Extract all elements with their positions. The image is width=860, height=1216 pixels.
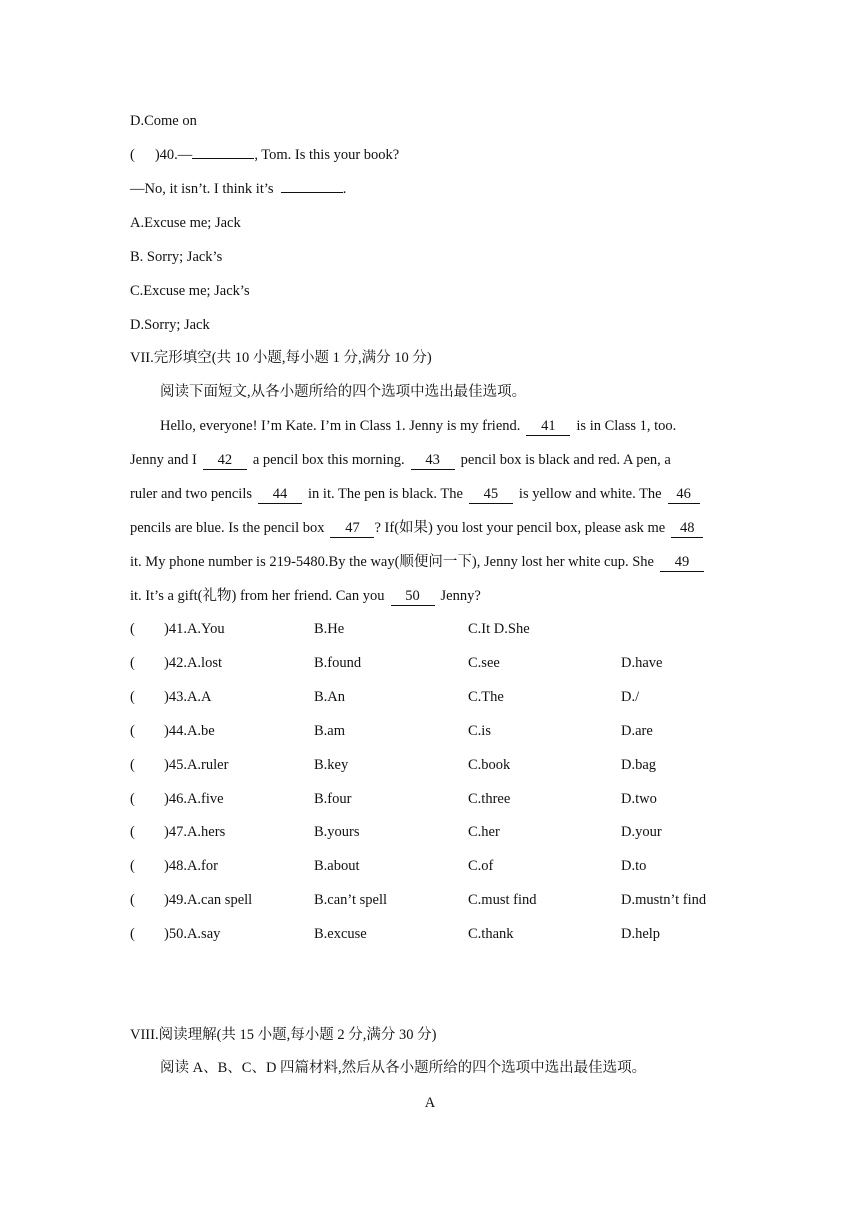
question-text: , Tom. Is this your book? <box>254 147 400 163</box>
section-heading: VII.完形填空(共 10 小题,每小题 1 分,满分 10 分) <box>130 350 432 366</box>
answer-blank <box>281 192 343 193</box>
passage-text: in it. The pen is black. The <box>308 486 463 502</box>
question-row-50 <box>130 924 770 944</box>
answer-paren: ( <box>130 791 135 807</box>
option-c: C.must find <box>468 892 537 908</box>
option-d: D.bag <box>621 757 657 773</box>
question-row-42 <box>130 653 770 673</box>
section-heading: VIII.阅读理解(共 15 小题,每小题 2 分,满分 30 分) <box>130 1027 437 1043</box>
option-c: C.three <box>468 791 511 807</box>
option-d: D.to <box>621 858 647 874</box>
passage-text: is in Class 1, too. <box>576 418 677 434</box>
cloze-blank-46: 46 <box>668 486 700 504</box>
passage-line <box>130 450 671 470</box>
passage-text: pencil box is black and red. A pen, a <box>460 452 671 468</box>
answer-paren: ( <box>130 147 135 163</box>
question-40-reply <box>130 179 346 199</box>
option-a: A.Excuse me; Jack <box>130 215 241 231</box>
passage-line <box>130 586 481 606</box>
option-c: C.Excuse me; Jack’s <box>130 283 250 299</box>
option-c: C.see <box>468 655 500 671</box>
answer-paren: ( <box>130 723 135 739</box>
answer-paren: ( <box>130 858 135 874</box>
question-number: )40.— <box>154 147 193 163</box>
option-d: D.Sorry; Jack <box>130 317 210 333</box>
passage-text: Jenny and I <box>130 452 197 468</box>
answer-blank <box>192 158 254 159</box>
passage-label: A <box>424 1095 436 1111</box>
option-d: D.your <box>621 824 662 840</box>
option-b: B.excuse <box>314 926 367 942</box>
option-d: D.have <box>621 655 663 671</box>
option-b: B.An <box>314 689 346 705</box>
section-instruction: 阅读 A、B、C、D 四篇材料,然后从各小题所给的四个选项中选出最佳选项。 <box>160 1060 647 1076</box>
option-b: B.four <box>314 791 352 807</box>
option-a: )49.A.can spell <box>164 892 253 908</box>
option-a: )47.A.hers <box>164 824 226 840</box>
answer-paren: ( <box>130 824 135 840</box>
answer-paren: ( <box>130 757 135 773</box>
punctuation: . <box>342 181 347 197</box>
passage-text: a pencil box this morning. <box>252 452 405 468</box>
option-d: D.are <box>621 723 653 739</box>
cloze-blank-43: 43 <box>411 452 455 470</box>
passage-line <box>160 416 676 436</box>
option-b: B.key <box>314 757 349 773</box>
passage-text: is yellow and white. The <box>518 486 662 502</box>
question-row-47 <box>130 822 770 842</box>
question-row-44 <box>130 721 770 741</box>
cloze-blank-49: 49 <box>660 554 704 572</box>
option-a: )50.A.say <box>164 926 221 942</box>
section-instruction: 阅读下面短文,从各小题所给的四个选项中选出最佳选项。 <box>160 384 527 400</box>
option-d: D.two <box>621 791 657 807</box>
question-40-stem <box>130 145 399 165</box>
question-row-49 <box>130 890 770 910</box>
cloze-blank-41: 41 <box>526 418 570 436</box>
question-row-43 <box>130 687 770 707</box>
option-c: C.her <box>468 824 500 840</box>
option-a: )45.A.ruler <box>164 757 229 773</box>
question-row-41 <box>130 619 770 639</box>
option-b: B.can’t spell <box>314 892 388 908</box>
option-b: B.yours <box>314 824 360 840</box>
answer-paren: ( <box>130 689 135 705</box>
option-a: )41.A.You <box>164 621 225 637</box>
option-b: B.found <box>314 655 362 671</box>
cloze-blank-42: 42 <box>203 452 247 470</box>
passage-line <box>130 484 700 504</box>
passage-text: ? If(如果) you lost your pencil box, please ask me <box>374 520 666 536</box>
option-c: C.The <box>468 689 504 705</box>
option-b: B. Sorry; Jack’s <box>130 249 223 265</box>
passage-text: it. It’s a gift(礼物) from her friend. Can you <box>130 588 385 604</box>
option-b: B.am <box>314 723 346 739</box>
option-a: )42.A.lost <box>164 655 222 671</box>
option-a: )44.A.be <box>164 723 215 739</box>
option-c: C.is <box>468 723 491 739</box>
passage-text: pencils are blue. Is the pencil box <box>130 520 325 536</box>
answer-paren: ( <box>130 655 135 671</box>
question-row-45 <box>130 755 770 775</box>
option-text: D.Come on <box>130 113 197 129</box>
passage-line <box>130 518 703 538</box>
passage-text: Hello, everyone! I’m Kate. I’m in Class 1. Jenny is my friend. <box>160 418 521 434</box>
option-c: C.of <box>468 858 494 874</box>
answer-paren: ( <box>130 926 135 942</box>
passage-text: it. My phone number is 219-5480.By the way(顺便问一下), Jenny lost her white cup. She <box>130 554 654 570</box>
option-c: C.book <box>468 757 511 773</box>
cloze-blank-45: 45 <box>469 486 513 504</box>
option-c: C.thank <box>468 926 514 942</box>
passage-text: Jenny? <box>440 588 481 604</box>
option-a: )48.A.for <box>164 858 218 874</box>
option-a: )46.A.five <box>164 791 224 807</box>
cloze-blank-50: 50 <box>391 588 435 606</box>
question-text: —No, it isn’t. I think it’s <box>130 181 274 197</box>
option-d: D./ <box>621 689 640 705</box>
option-c: C.It D.She <box>468 621 530 637</box>
answer-paren: ( <box>130 892 135 908</box>
cloze-blank-47: 47 <box>330 520 374 538</box>
cloze-blank-44: 44 <box>258 486 302 504</box>
option-d: D.mustn’t find <box>621 892 707 908</box>
option-d: D.help <box>621 926 661 942</box>
cloze-blank-48: 48 <box>671 520 703 538</box>
option-a: )43.A.A <box>164 689 212 705</box>
option-b: B.He <box>314 621 345 637</box>
option-b: B.about <box>314 858 360 874</box>
passage-text: ruler and two pencils <box>130 486 253 502</box>
passage-line <box>130 552 704 572</box>
answer-paren: ( <box>130 621 135 637</box>
question-row-46 <box>130 789 770 809</box>
question-row-48 <box>130 856 770 876</box>
